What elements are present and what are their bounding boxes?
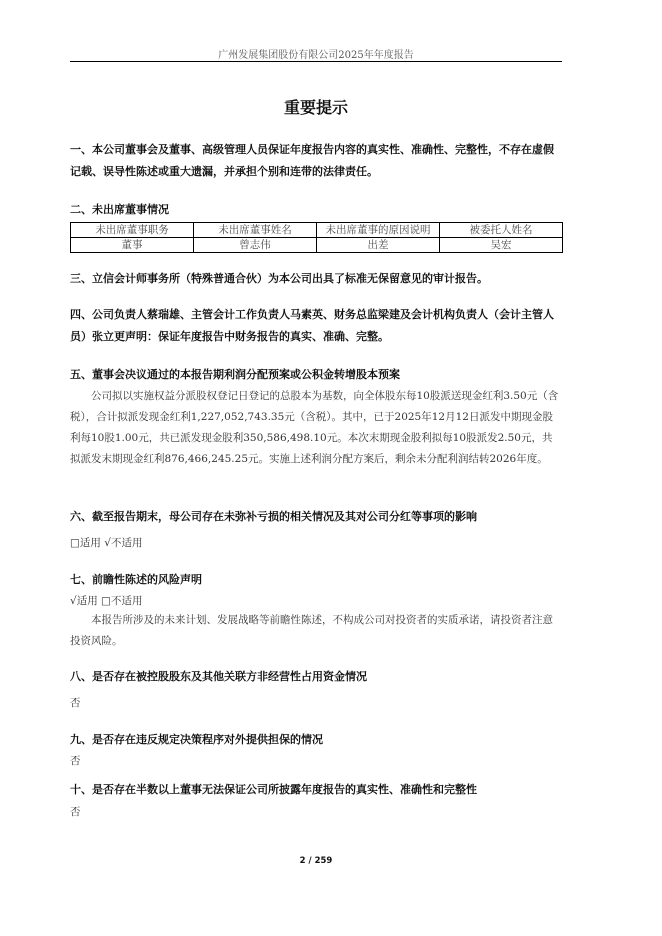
section-6-heading: 六、截至报告期末，母公司存在未弥补亏损的相关情况及其对公司分红等事项的影响 (70, 510, 477, 523)
table-cell: 曾志伟 (194, 238, 317, 253)
section-8-answer: 否 (70, 697, 81, 709)
section-4-heading: 四、公司负责人蔡瑞雄、主管会计工作负责人马素英、财务总监梁建及会计机构负责人（会计主管人员）张立更声明：保证年度报告中财务报告的真实、准确、完整。 (70, 308, 554, 343)
table-header-cell: 未出席董事职务 (71, 223, 194, 238)
table-cell: 董事 (71, 238, 194, 253)
section-2-heading: 二、未出席董事情况 (70, 203, 169, 216)
table-header-row (71, 223, 563, 238)
page-title: 重要提示 (283, 98, 348, 117)
section-7-option: √适用 □不适用 (70, 595, 143, 607)
page-number: 2 / 259 (299, 856, 333, 866)
section-10-heading: 十、是否存在半数以上董事无法保证公司所披露年度报告的真实性、准确性和完整性 (70, 783, 477, 796)
section-5-body: 公司拟以实施权益分派股权登记日登记的总股本为基数，向全体股东每10股派送现金红利3.50元（含税），合计拟派发现金红利1,227,052,743.35元（含税）。其中，已于2025年12月12日派发中期现金股利每10股1.00元，共已派发现金股利350,586,498.10元。本次末期现金股利拟每10股派发2.50元，共拟派发末期现金红利876,466,245.25元。实施上述利润分配方案后，剩余未分配利润结转2026年度。 (70, 390, 559, 465)
absent-directors-table (70, 222, 563, 253)
section-7-body: 本报告所涉及的未来计划、发展战略等前瞻性陈述，不构成公司对投资者的实质承诺，请投资者注意投资风险。 (70, 614, 553, 647)
section-10-answer: 否 (70, 806, 81, 818)
section-1-heading: 一、本公司董事会及董事、高级管理人员保证年度报告内容的真实性、准确性、完整性，不存在虚假记载、误导性陈述或重大遗漏，并承担个别和连带的法律责任。 (70, 143, 554, 178)
section-5-heading: 五、董事会决议通过的本报告期利润分配预案或公积金转增股本预案 (70, 368, 400, 381)
table-cell: 吴宏 (440, 238, 563, 253)
table-header-cell: 被委托人姓名 (440, 223, 563, 238)
report-header: 广州发展集团股份有限公司2025年年度报告 (218, 50, 414, 61)
table-cell: 出差 (317, 238, 440, 253)
table-row (71, 238, 563, 253)
header-divider (70, 61, 562, 62)
section-6-option: □适用 √不适用 (70, 537, 143, 549)
table-header-cell: 未出席董事姓名 (194, 223, 317, 238)
section-3-heading: 三、立信会计师事务所（特殊普通合伙）为本公司出具了标准无保留意见的审计报告。 (70, 272, 488, 285)
section-7-heading: 七、前瞻性陈述的风险声明 (70, 573, 202, 586)
section-9-answer: 否 (70, 755, 81, 767)
table-header-cell: 未出席董事的原因说明 (317, 223, 440, 238)
section-8-heading: 八、是否存在被控股股东及其他关联方非经营性占用资金情况 (70, 670, 367, 683)
section-9-heading: 九、是否存在违反规定决策程序对外提供担保的情况 (70, 733, 323, 746)
